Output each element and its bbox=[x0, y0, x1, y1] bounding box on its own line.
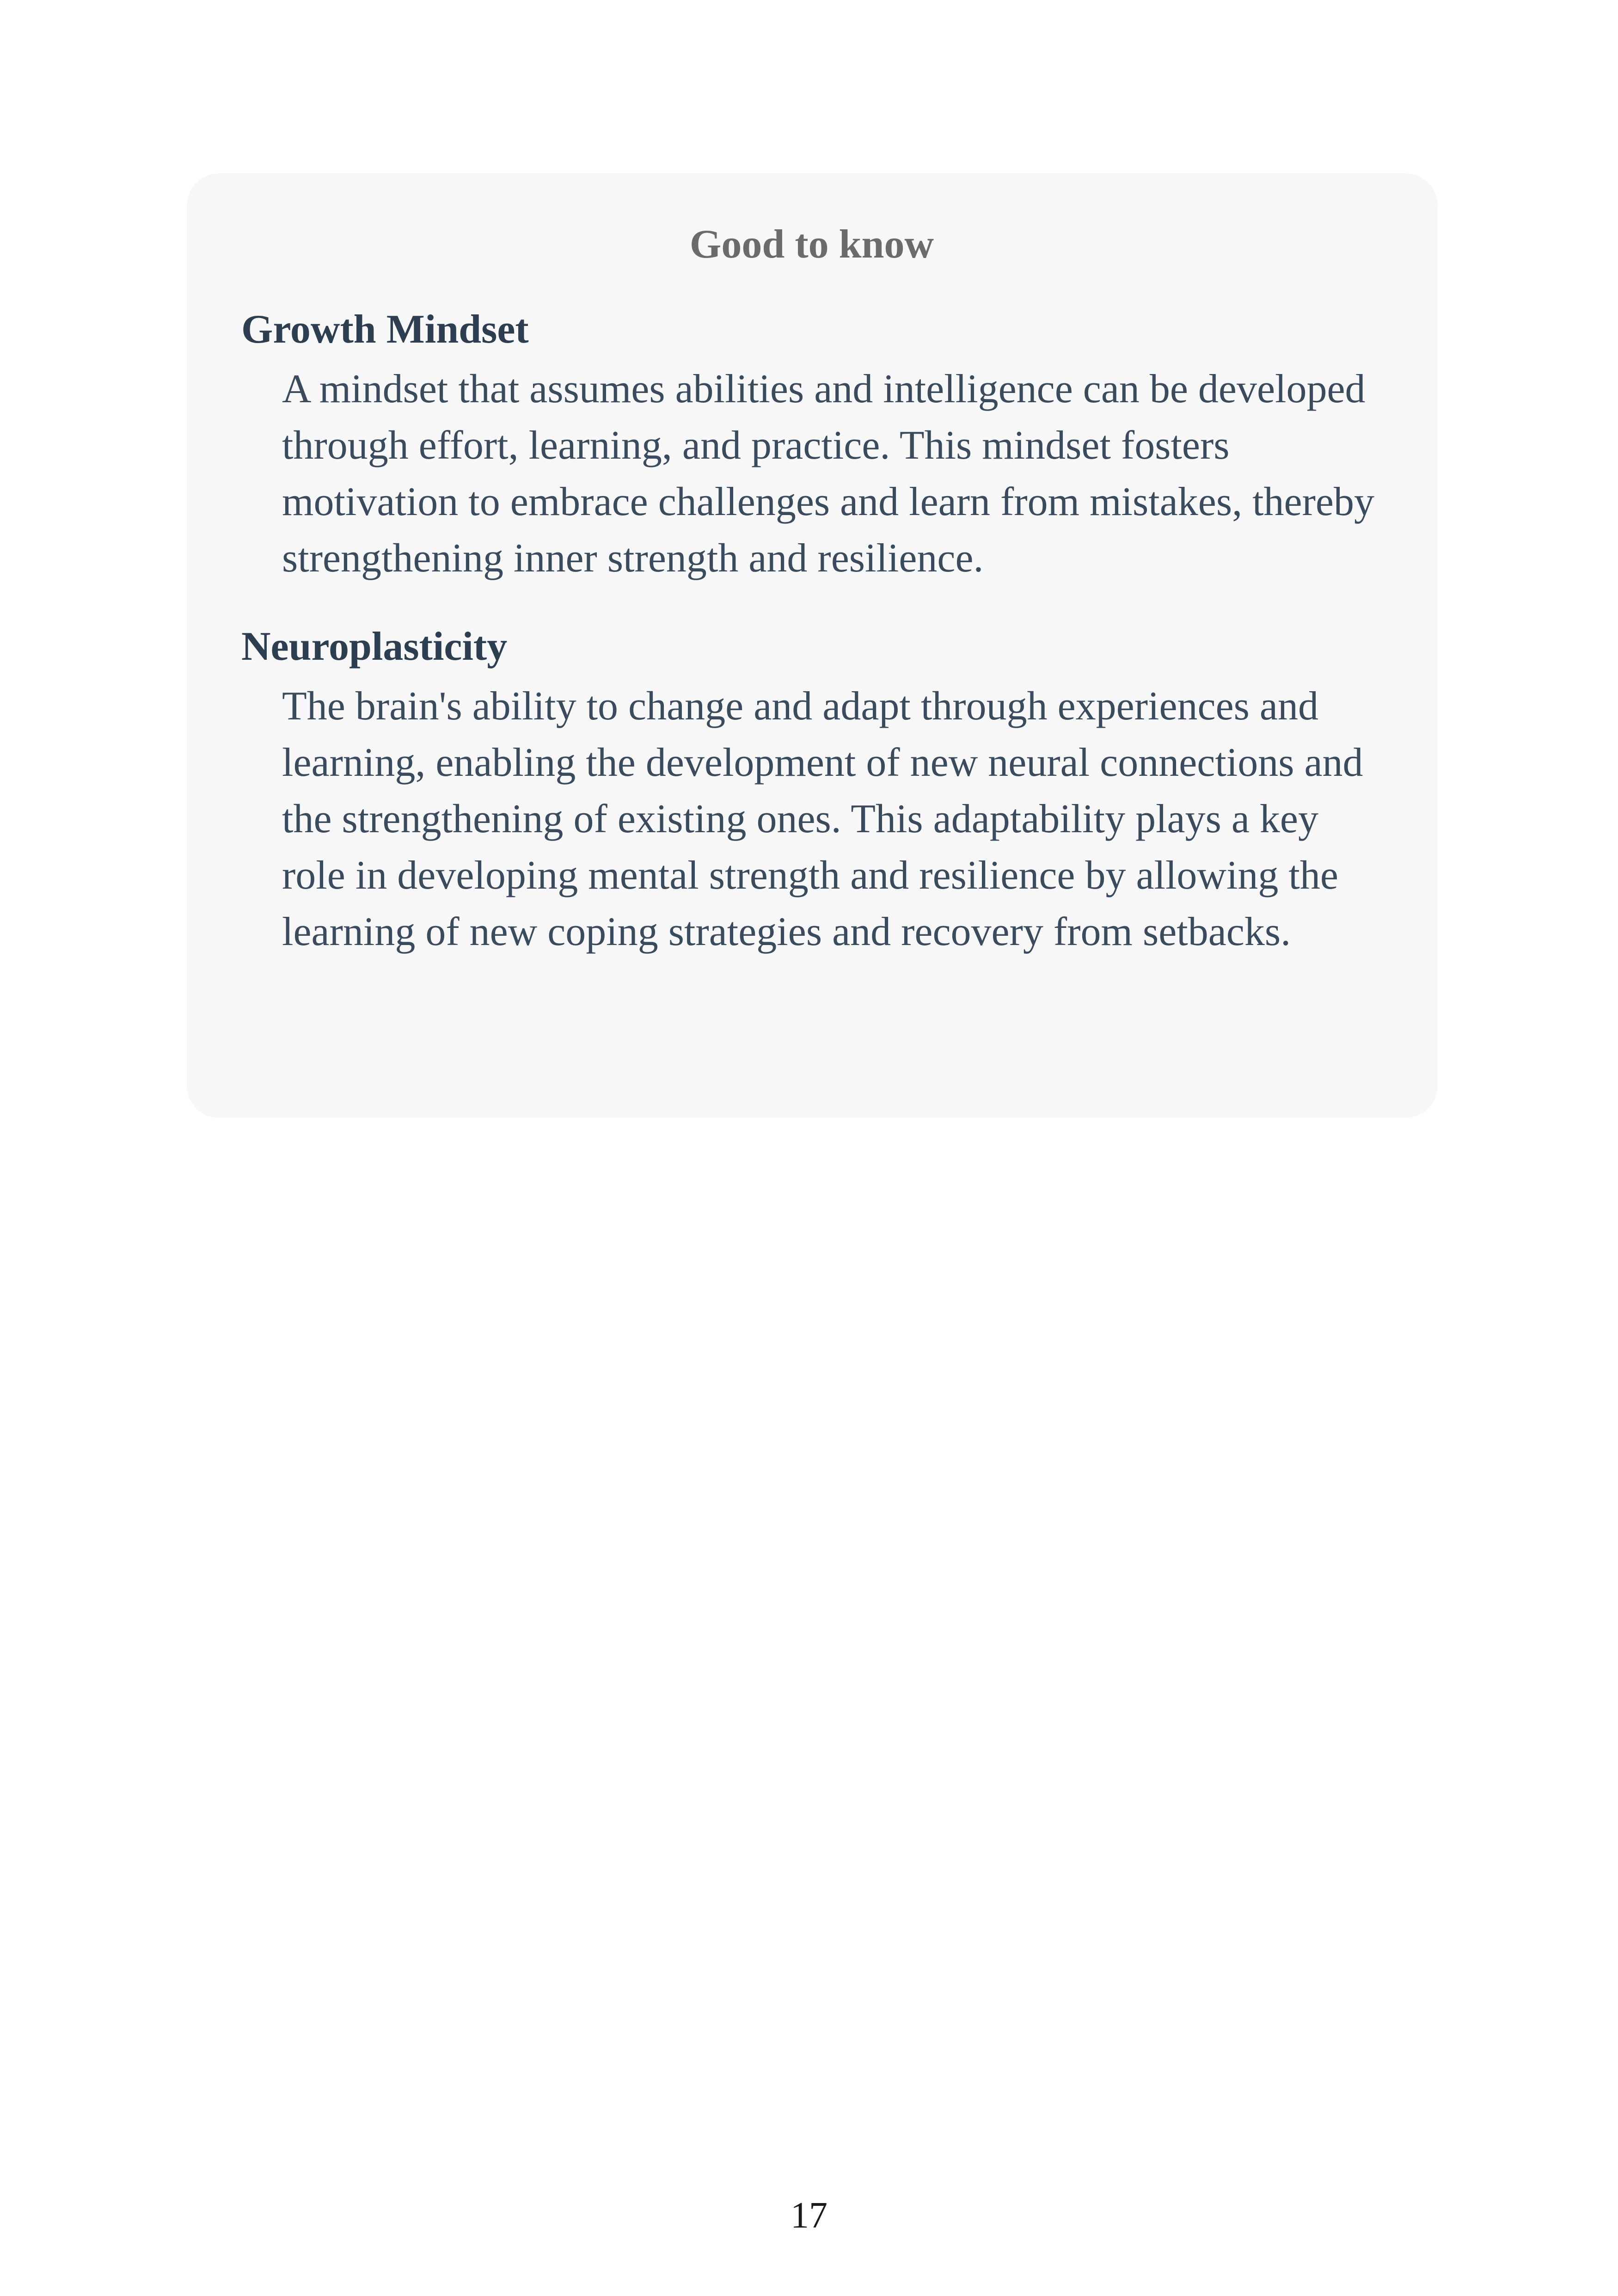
term-definition: The brain's ability to change and adapt through experiences and learning, enabling the development of new neural connections and the strengthening of existing ones. This adaptability plays a key role in developing mental strength and resilience by allowing the learning of new coping strategies and recovery from setbacks. bbox=[282, 684, 1363, 954]
term-heading: Growth Mindset bbox=[241, 307, 529, 352]
term-definition: A mindset that assumes abilities and intelligence can be developed through effort, learning, and practice. This mindset fosters motivation to embrace challenges and learn from mistakes, thereby strengthening inner strength and resilience. bbox=[282, 367, 1374, 581]
glossary-entry-neuroplasticity bbox=[241, 626, 1382, 960]
page-number: 17 bbox=[791, 2195, 827, 2236]
good-to-know-box bbox=[187, 173, 1438, 1118]
box-title: Good to know bbox=[689, 222, 934, 267]
glossary-entry-growth-mindset bbox=[241, 309, 1382, 587]
term-heading: Neuroplasticity bbox=[241, 624, 508, 669]
